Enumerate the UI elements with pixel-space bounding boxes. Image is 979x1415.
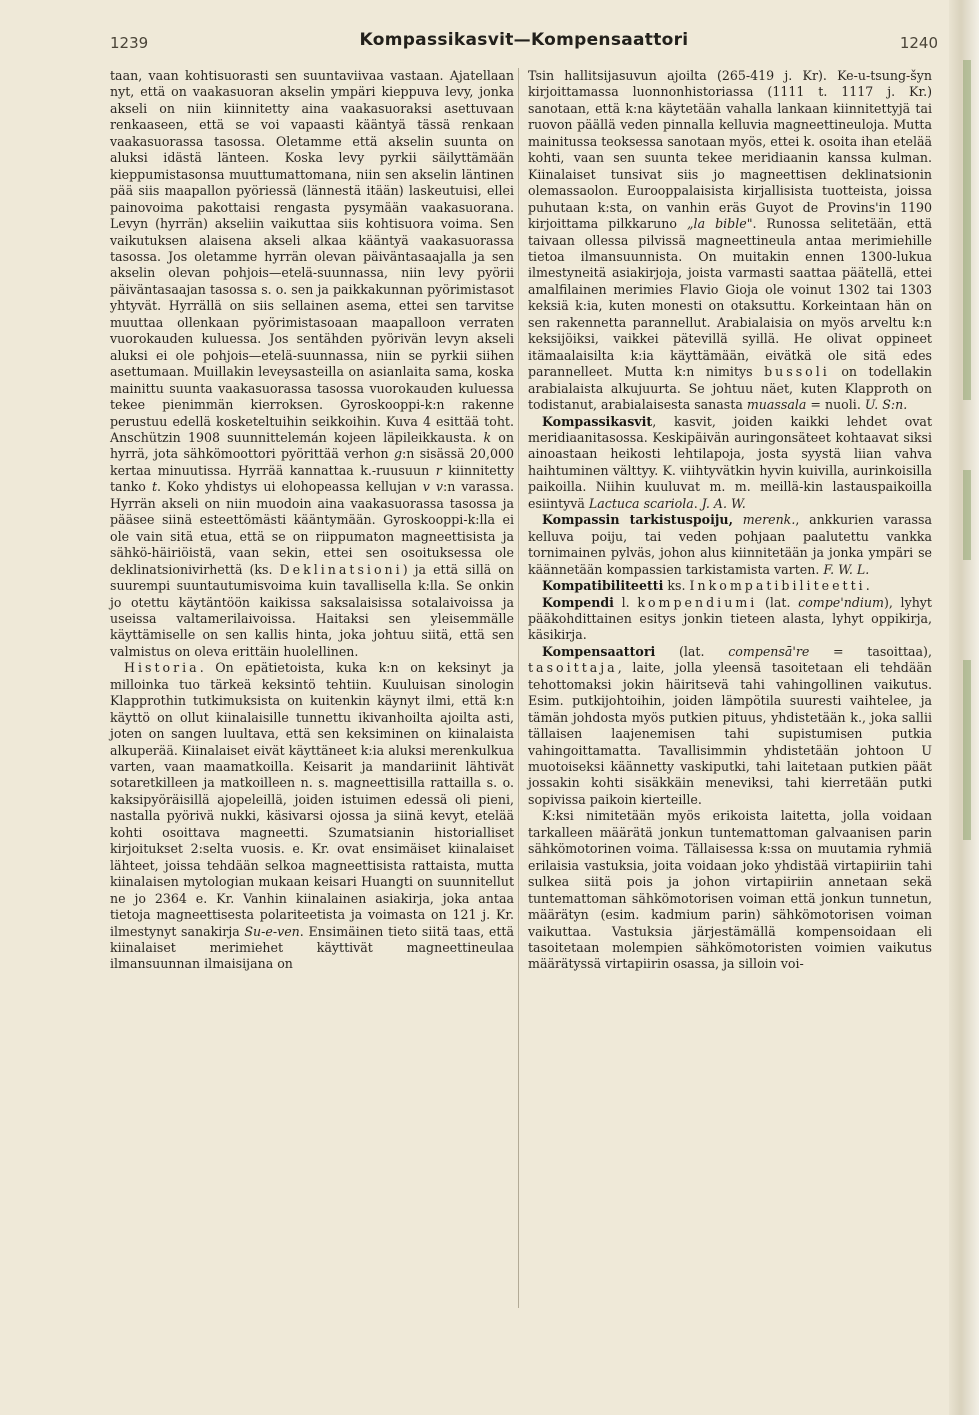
- entry-headword: Kompassikasvit: [542, 413, 653, 429]
- right-column: [528, 68, 932, 973]
- entry-kompendi: Kompendi l. kompendiumi (lat. compe'ndium), lyhyt pääkohdittainen esitys jonkin tieteen alasta, lyhyt oppikirja, käsikirja.: [528, 594, 932, 643]
- entry-headword: Kompatibiliteetti: [542, 578, 664, 594]
- edge-tint: [963, 470, 971, 560]
- author-signature: U. S:n.: [864, 397, 908, 413]
- cross-reference: Inkompatibiliteetti: [689, 578, 866, 594]
- entry-headword: Kompassin tarkistuspoiju,: [542, 512, 733, 528]
- cross-reference: Deklinatsioni: [279, 561, 403, 577]
- author-signature: J. A. W.: [701, 495, 746, 511]
- entry-kompensaattori: Kompensaattori (lat. compensā're = tasoittaa), tasoittaja, laite, jolla yleensä tasoitetaan eli tehdään tehottomaksi jokin häiritsevä tahi vahingollinen vaikutus. Esim. putkijohtoihin, joiden lämpötila suuresti vaihtelee, ja tämän johdosta myös putkien pituus, yhdistetään k., joka sallii tällaisen laajenemisen tahi supistumisen putkia vahingoittamatta. Tavallisimmin yhdistetään johtoon U muotoiseksi käännetty vaskiputki, tahi laitetaan putkien päät jossakin kohti sisäkkäin meneviksi, tahi kierretään putki sopivissa paikoin kierteille.: [528, 643, 932, 807]
- page-number-right: 1240: [899, 34, 938, 52]
- running-title: Kompassikasvit—Kompensaattori: [359, 30, 689, 50]
- page-header: [110, 30, 938, 54]
- section-label: Historia: [124, 660, 200, 676]
- column-divider: [518, 68, 519, 1308]
- article-paragraph: Tsin hallitsijasuvun ajoilta (265-419 j. Kr). Ke-u-tsung-šyn kirjoittamassa luonnonhistoriassa (1111 t. 1117 j. Kr.) sanotaan, että k:na käytetään vahalla lankaan kiinnitettyjä tai ruovon päällä veden pinnalla kelluvia magneettineuloja. Mutta mainitussa teoksessa sanotaan myös, ettei k. osoita ihan etelää kohti, vaan sen suunta tekee meridiaanin kanssa kulman. Kiinalaiset tunsivat siis jo magneettisen deklinatsionin olemassaolon. Eurooppalaisista kirjallisista tuotteista, joissa puhutaan k:sta, on vanhin eräs Guyot de Provins'in 1190 kirjoittama pilkkaruno „la bible". Runossa selitetään, että taivaan ollessa pilvissä magneettineula antaa merimiehille tietoa ilmansuunnista. On muitakin ennen 1300-lukua ilmestyneitä asiakirjoja, joista varmasti saattaa päätellä, ettei amalfilainen merimies Flavio Gioja ole voinut 1302 tai 1303 keksiä k:ia, kuten monesti on otaksuttu. Korkeintaan hän on sen rakennetta parannellut. Arabialaisia on myös arveltu k:n keksijöiksi, vaikkei pätevillä syillä. He olivat oppineet itämaalaisilta k:ia käyttämään, eivätkä ole sitä edes parannelleet. Mutta k:n nimitys bussoli on todellakin arabialaista alkujuurta. Se johtuu näet, kuten Klapproth on todistanut, arabialaisesta sanasta muassala = nuoli. U. S:n.: [528, 68, 933, 413]
- edge-tint: [963, 660, 971, 840]
- article-paragraph: Historia. On epätietoista, kuka k:n on keksinyt ja milloinka tuo tärkeä keksintö tehtiin. Kuuluisan sinologin Klapprothin tutkimuksista on kuitenkin käynyt ilmi, että k:n käyttö on ollut kiinalaisille tunnettu ikivanhoilta ajoilta asti, joten on sangen luultava, että sen keksiminen on kiinalaista alkuperää. Kiinalaiset eivät käyttäneet k:ia aluksi merenkulkua varten, vaan maamatkoilla. Keisarit ja mandariinit lähtivät sotaretkilleen ja matkoilleen n. s. magneettisilla rattailla s. o. kaksipyöräisillä ajopeleillä, joiden istuimen edessä oli pieni, nastalla pyörivä nukki, käsivarsi ojossa ja siinä kevyt, etelää kohti osoittava magneetti. Szumatsianin historialliset kirjoitukset 2:selta vuosis. e. Kr. ovat ensimäiset kiinalaiset lähteet, joissa tehdään selkoa magneettisista rattaista, mutta kiinalaisen mytologian mukaan keisari Huangti on suunnitellut ne jo 2364 e. Kr. Vanhin kiinalainen asiakirja, joka antaa tietoja magneettisesta polariteetista ja voimasta on 121 j. Kr. ilmestynyt sanakirja Su-e-ven. Ensimäinen tieto siitä taas, että kiinalaiset merimiehet käyttivät magneettineulaa ilmansuunnan ilmaisijana on: [110, 660, 514, 972]
- entry-kompassin-tarkistuspoiju: Kompassin tarkistuspoiju, merenk., ankkurien varassa kelluva poiju, tai veden pohjaan paalutettu vankka tornimainen pylväs, johon alus kiinnitetään ja jonka ympäri se käännetään kompassien tarkistamista varten. F. W. L.: [528, 512, 932, 577]
- page-edge: [949, 0, 979, 1415]
- left-column: [110, 68, 514, 973]
- author-signature: F. W. L.: [823, 561, 870, 577]
- page-number-left: 1239: [110, 34, 149, 52]
- entry-headword: Kompendi: [542, 594, 614, 610]
- article-paragraph: K:ksi nimitetään myös erikoista laitetta, jolla voidaan tarkalleen määrätä jonkun tuntemattoman galvaanisen parin sähkömotorinen voima. Tällaisessa k:ssa on muutamia ryhmiä erilaisia vastuksia, joita voidaan joko yhdistää virtapiiriin tahi sulkea siitä pois ja johon virtapiiriin annetaan sekä tuntemattoman sähkömotorisen voiman että jonkun tunnetun, määrätyn (esim. kadmium parin) sähkömotorisen voiman vaikuttaa. Vastuksia järjestämällä kompensoidaan eli tasoitetaan molempien sähkömotoristen voimien vaikutus määrätyssä virtapiirin osassa, ja silloin voi-: [528, 808, 932, 972]
- entry-kompassikasvit: Kompassikasvit, kasvit, joiden kaikki lehdet ovat meridiaanitasossa. Keskipäivän auringonsäteet kohtaavat siksi ainoastaan heikosti lehtilapoja, josta syystä liian vahva haihtuminen välttyy. K. viihtyvätkin hyvin kuivilla, aurinkoisilla paikoilla. Niihin kuuluvat m. m. meillä-kin lastauspaikoilla esiintyvä Lactuca scariola. J. A. W.: [528, 413, 932, 511]
- article-paragraph: taan, vaan kohtisuorasti sen suuntaviivaa vastaan. Ajatellaan nyt, että on vaakasuoran akselin ympäri kieppuva levy, jonka akseli on niin kiinnitetty aina vaakasuoraksi asettuvaan renkaaseen, että se voi vapaasti kääntyä tässä renkaan vaakasuorassa tasossa. Oletamme että akselin suunta on aluksi idästä länteen. Koska levy pyrkii säilyttämään kieppumistasonsa muuttumattomana, niin sen akselin läntinen pää siis maapallon pyöriessä (lännestä itään) laskeutuisi, ellei painovoima pakottaisi rengasta pysymään vaakasuorana. Levyn (hyrrän) akseliin vaikuttaa siis kohtisuora voima. Sen vaikutuksen alaisena akseli alkaa kääntyä vaakasuorassa tasossa. Jos oletamme hyrrän olevan päiväntasaajalla ja sen akselin olevan pohjois—etelä-suunnassa, niin levy pyörii päiväntasaajan tasossa s. o. sen ja paikkakunnan pyörimistasot yhtyvät. Hyrrällä on siis sellainen asema, ettei sen tarvitse muuttaa ollenkaan pyörimistasoaan maapalloon verraten vuorokauden kuluessa. Jos sentähden pyörivän levyn akseli aluksi ei ole pohjois—etelä-suunnassa, niin se pyrkii siihen asettumaan. Muillakin leveysasteilla on asianlaita sama, koska mainittu suunta vaakasuorassa tasossa vuorokauden kuluessa tekee pienimmän kierroksen. Gyroskooppi-k:n rakenne perustuu edellä kosketeltuihin seikkoihin. Kuva 4 esittää toht. Anschützin 1908 suunnittelemán kojeen läpileikkausta. k on hyrrä, jota sähkömoottori pyörittää verhon g:n sisässä 20,000 kertaa minuutissa. Hyrrää kannattaa k.-ruusuun r kiinnitetty tanko t. Koko yhdistys ui elohopeassa kellujan v v:n varassa. Hyrrän akseli on niin muodoin aina vaakasuorassa tasossa ja pääsee siinä esteettömästi kääntymään. Gyroskooppi-k:lla ei ole vain sitä etua, että se on riippumaton magneettisista ja sähkö-häiriöistä, vaan sekin, ettei sen osoituksessa ole deklinatsionivirhettä (ks. Deklinatsioni) ja että sillä on suurempi suuntautumisvoima kuin tavallisella k:lla. Se onkin jo otettu käytäntöön kaikissa saksalaisissa sotalaivoissa ja useissa valtamerilaivoissa. Haitaksi sen yleisemmälle käyttämiselle on sen kallis hinta, joka johtuu siitä, että sen valmistus on oleva erittäin huolellinen.: [110, 68, 514, 659]
- entry-kompatibiliteetti: Kompatibiliteetti ks. Inkompatibiliteetti.: [542, 578, 870, 594]
- entry-headword: Kompensaattori: [542, 643, 656, 659]
- edge-tint: [963, 60, 971, 400]
